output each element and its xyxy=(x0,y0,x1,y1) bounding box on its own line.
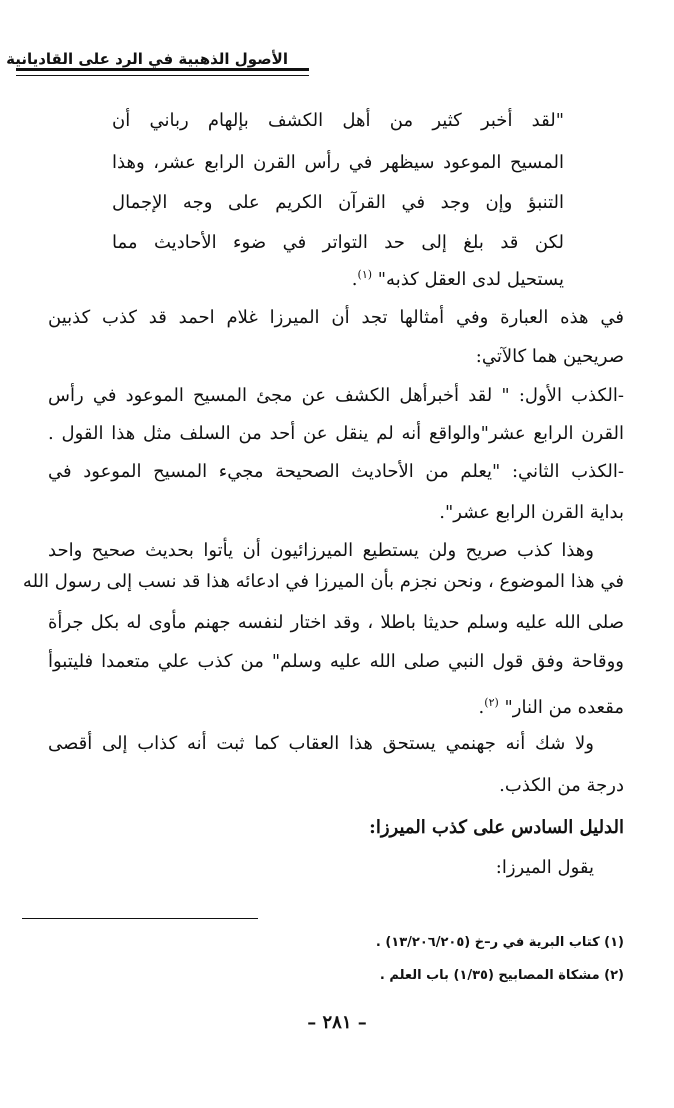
body-line: القرن الرابع عشر"والواقع أنه لم ينقل عن أحد من السلف مثل هذا القول . xyxy=(48,423,624,444)
body-line: وهذا كذب صريح ولن يستطيع الميرزائيون أن يأتوا بحديث صحيح واحد xyxy=(48,540,594,561)
body-line: درجة من الكذب. xyxy=(499,775,624,796)
body-line: في هذا الموضوع ، ونحن نجزم بأن الميرزا في ادعائه هذا قد نسب إلى رسول الله xyxy=(22,571,624,592)
header-rule-thin xyxy=(16,75,309,76)
quote-line: التنبؤ وإن وجد في القرآن الكريم على وجه الإجمال xyxy=(112,192,564,213)
body-line: صريحين هما كالآتي: xyxy=(475,346,624,367)
page-number: – ٢٨١ – xyxy=(307,1012,367,1033)
body-line-text: مقعده من النار" xyxy=(504,697,624,718)
body-line: ووقاحة وفق قول النبي صلى الله عليه وسلم" من كذب علي متعمدا فليتبوأ xyxy=(48,651,624,672)
footnote-2: (٢) مشكاة المصابيح (١/٣٥) باب العلم . xyxy=(379,968,624,983)
header-rule-thick xyxy=(16,68,309,71)
body-line: بداية القرن الرابع عشر". xyxy=(439,502,624,523)
body-line: ولا شك أنه جهنمي يستحق هذا العقاب كما ثبت أنه كذاب إلى أقصى xyxy=(48,733,594,754)
quote-line: "لقد أخبر كثير من أهل الكشف بإلهام رباني أن xyxy=(112,110,564,131)
body-line: صلى الله عليه وسلم حديثا باطلا ، وقد اختار لنفسه جهنم مأوى له بكل جرأة xyxy=(48,612,624,633)
section-heading: الدليل السادس على كذب الميرزا: xyxy=(369,817,624,838)
intro-line: يقول الميرزا: xyxy=(495,857,594,878)
footnote-separator xyxy=(22,918,258,919)
body-line: مقعده من النار" $^{(٢)}$. xyxy=(478,696,624,718)
footnote-ref-2: (٢) xyxy=(484,696,499,709)
footnote-1: (١) كتاب البرية في ر–خ (١٣/٢٠٦/٢٠٥) . xyxy=(375,935,624,950)
quote-line: لكن قد بلغ إلى حد التواتر في ضوء الأحاديث مما xyxy=(112,232,564,253)
running-header-title: الأصول الذهبية في الرد على القاديانية xyxy=(6,50,288,68)
footnote-ref-1: (١) xyxy=(357,268,373,281)
quote-line: المسيح الموعود سيظهر في رأس القرن الرابع عشر، وهذا xyxy=(112,152,564,173)
body-line: في هذه العبارة وفي أمثالها تجد أن الميرزا غلام احمد قد كذب كذبين xyxy=(48,307,624,328)
quote-line-text: يستحيل لدى العقل كذبه" xyxy=(377,269,564,290)
quote-line: يستحيل لدى العقل كذبه" $^{(١)}$. xyxy=(351,268,564,290)
body-line: -الكذب الأول: " لقد أخبرأهل الكشف عن مجئ المسيح الموعود في رأس xyxy=(48,385,624,406)
body-line: -الكذب الثاني: "يعلم من الأحاديث الصحيحة مجيء المسيح الموعود في xyxy=(48,461,624,482)
